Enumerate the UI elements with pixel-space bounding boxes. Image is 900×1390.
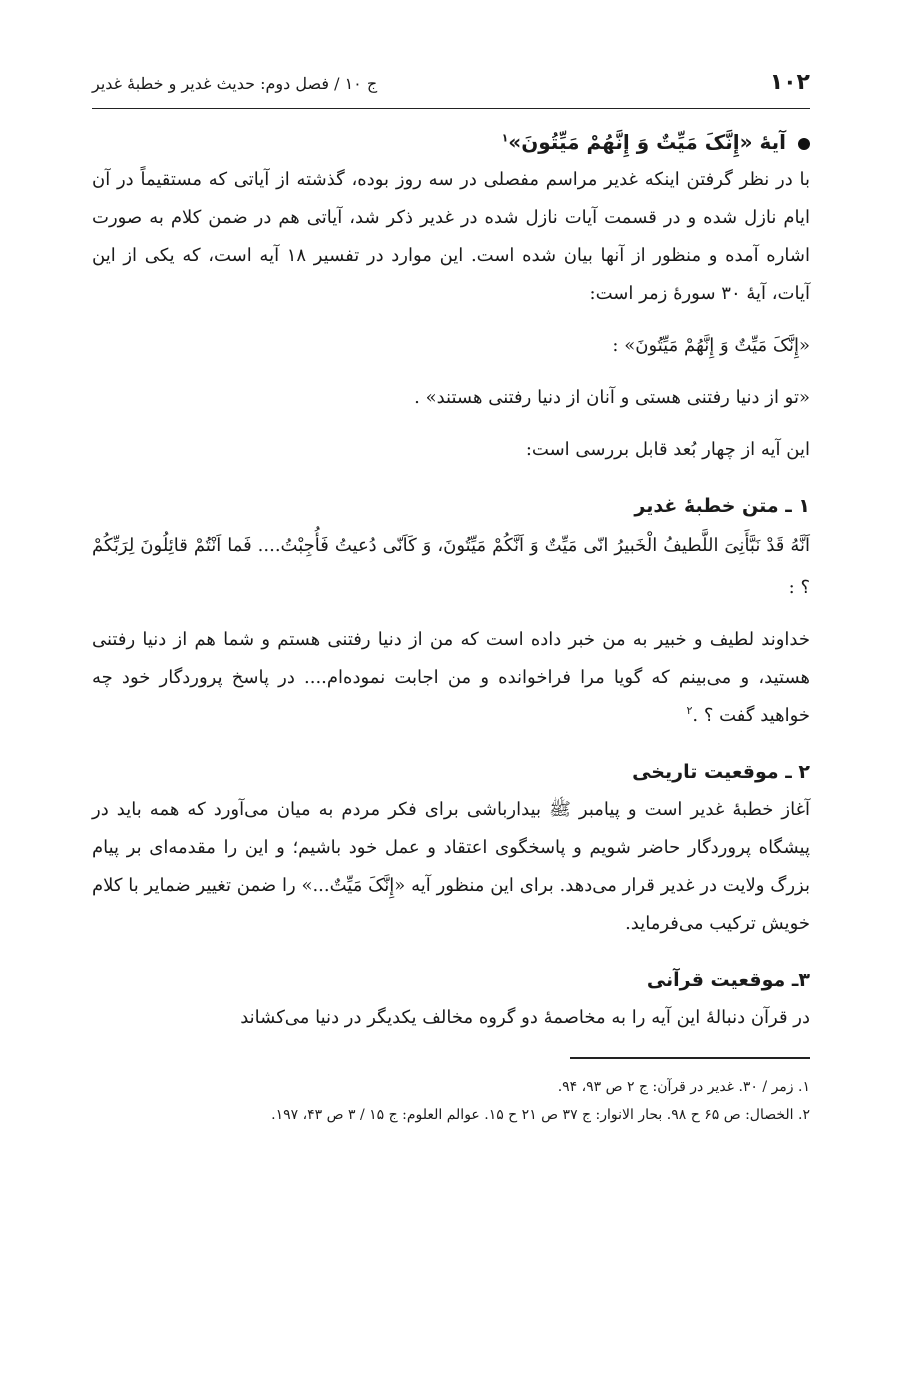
section-1-text: خداوند لطیف و خبیر به من خبر داده است که من از دنیا رفتنی هستم و شما هم از دنیا رفتنی هستید، و می‌بینم که گویا مرا فراخوانده و من اجابت نموده‌ام.... در پاسخ پروردگار خود چه خواهید گفت ؟ .: [92, 629, 810, 726]
footnote-ref-2[interactable]: ۲: [686, 704, 693, 717]
section-1-paragraph: [92, 621, 810, 735]
section-2-paragraph: آغاز خطبهٔ غدیر است و پیامبر ﷺ بیدارباشی برای فکر مردم به میان می‌آورد که همه باید در پیشگاه پروردگار حاضر شویم و پاسخگوی اعتقاد و عمل خود باشیم؛ و این را مقدمه‌ای بر پیام بزرگ ولایت در غدیر قرار می‌دهد. برای این منظور آیه «إِنَّکَ مَیِّتٌ...» را ضمن تغییر ضمایر با کلام خویش ترکیب می‌فرماید.: [92, 799, 810, 934]
book-page: [92, 70, 810, 1129]
main-heading-text: آیهٔ «إِنَّکَ مَیِّتٌ وَ إِنَّهُمْ مَیِّتُونَ»: [508, 130, 786, 154]
footnote-ref-1[interactable]: ۱: [501, 131, 509, 145]
sermon-arabic-quote: اَنَّهُ قَدْ نَبَّأَنِیَ اللَّطیفُ الْخَبیرُ انّی مَیِّتٌ وَ اَنَّکُمْ مَیِّتُونَ، وَ کَاَنّی دُعیتُ فَأُجِبْتُ.... فَما اَنْتُمْ قائِلُونَ لِرَبِّکُمْ ؟ :: [92, 535, 810, 598]
verse-intro: این آیه از چهار بُعد قابل بررسی است:: [525, 439, 810, 460]
running-head: [92, 70, 810, 109]
bullet-icon: [798, 138, 810, 150]
page-number: ۱۰۲: [769, 70, 810, 95]
main-heading: [92, 123, 810, 161]
verse-translation: «تو از دنیا رفتنی هستی و آنان از دنیا رفتنی هستند» .: [414, 387, 810, 408]
section-heading-3: ۳ـ موقعیت قرآنی: [646, 969, 810, 991]
section-heading-1: ۱ ـ متن خطبهٔ غدیر: [634, 495, 810, 517]
verse-arabic: «إِنَّکَ مَیِّتٌ وَ إِنَّهُمْ مَیِّتُونَ» :: [612, 335, 810, 356]
section-3-paragraph: در قرآن دنبالهٔ این آیه را به مخاصمهٔ دو گروه مخالف یکدیگر در دنیا می‌کشاند: [240, 1007, 810, 1028]
running-title: ج ۱۰ / فصل دوم: حدیث غدیر و خطبهٔ غدیر: [92, 74, 378, 93]
footnote-1: ۱. زمر / ۳۰. غدیر در قرآن: ج ۲ ص ۹۳، ۹۴.: [557, 1078, 810, 1095]
intro-paragraph: با در نظر گرفتن اینکه غدیر مراسم مفصلی در سه روز بوده، گذشته از آیاتی که مستقیماً در آن ایام نازل شده و در قسمت آیات نازل شده در غدیر ذکر شد، آیاتی هم در ضمن کلام به صورت اشاره آمده و منظور از آنها بیان شده است. این موارد در تفسیر ۱۸ آیه است، که یکی از این آیات، آیهٔ ۳۰ سورهٔ زمر است:: [92, 169, 810, 304]
footnote-2: ۲. الخصال: ص ۶۵ ح ۹۸. بحار الانوار: ج ۳۷ ص ۲۱ ح ۱۵. عوالم العلوم: ج ۱۵ / ۳ ص ۴۳، ۱۹۷.: [271, 1106, 810, 1123]
section-heading-2: ۲ ـ موقعیت تاریخی: [632, 761, 810, 783]
footnote-divider: [570, 1057, 810, 1059]
